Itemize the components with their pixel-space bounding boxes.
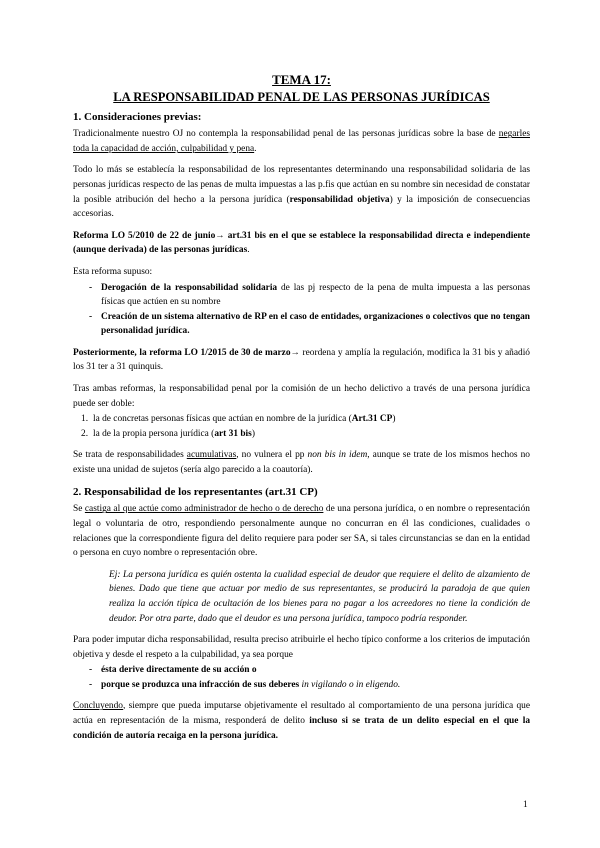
paragraph: Tradicionalmente nuestro OJ no contempla la responsabilidad penal de las personas jurídicas sobre la base de negarles toda la capacidad de acción, culpabilidad y pena. [73, 129, 530, 154]
list-item: - Creación de un sistema alternativo de RP en el caso de entidades, organizaciones o colectivos que no tengan personalidad jurídica. [73, 310, 530, 339]
document-title: LA RESPONSABILIDAD PENAL DE LAS PERSONAS JURÍDICAS [113, 89, 490, 104]
paragraph: Esta reforma supuso: [73, 266, 153, 277]
conclusion-paragraph: Concluyendo, siempre que pueda imputarse objetivamente el resultado al comportamiento de una persona jurídica que actúa en representación de la misma, responderá de delito incluso si se trata de un delito especial en el que la condición de autoría recaiga en la persona jurídica. [73, 701, 531, 741]
section-1-heading: 1. Consideraciones previas: [73, 111, 202, 124]
reform-2015-paragraph: Posteriormente, la reforma LO 1/2015 de 30 de marzo→ reordena y amplía la regulación, modifica la 31 bis y añadió los 31 ter a 31 quinquis. [73, 347, 530, 373]
list-item: 2. la de la propia persona jurídica (art 31 bis) [81, 428, 255, 439]
list-item: - Derogación de la responsabilidad solidaria de las pj respecto de la pena de multa impuesta a las personas físicas que actúen en su nombre [73, 281, 530, 310]
list-item: - porque se produzca una infracción de sus deberes in vigilando o in eligendo. [73, 678, 530, 693]
example-block: Ej: La persona jurídica es quién ostenta la cualidad especial de deudor que requiere el delito de alzamiento de bienes. Dado que tiene que actuar por medio de sus representantes, se producirá la paradoja de que quien realiza la acción típica de ocultación de los bienes para no pagar a los acreedores no tiene la condición de deudor. Por otra parte, dado que el deudor es una persona jurídica, tampoco podría responder. [109, 569, 530, 624]
document-page [73, 72, 530, 750]
list-item: 1. la de concretas personas físicas que actúan en nombre de la jurídica (Art.31 CP) [81, 414, 396, 425]
topic-number: TEMA 17: [272, 72, 331, 87]
dash-list [73, 281, 530, 339]
section-2-heading: 2. Responsabilidad de los representantes (art.31 CP) [73, 486, 318, 499]
paragraph: Se castiga al que actúe como administrador de hecho o de derecho de una persona jurídica, o en nombre o representación legal o voluntaria de otro, respondiendo personalmente aunque no concurran en él las condiciones, cualidades o relaciones que la correspondiente figura del delito requiere para poder ser SA, si tales circunstancias se dan en la entidad o persona en cuyo nombre o representación obre. [73, 504, 530, 559]
paragraph: Tras ambas reformas, la responsabilidad penal por la comisión de un hecho delictivo a través de una persona jurídica puede ser doble: [73, 383, 530, 409]
reform-2010-paragraph: Reforma LO 5/2010 de 22 de junio→ art.31 bis en el que se establece la responsabilidad directa e independiente (aunque derivada) de las personas jurídicas. [73, 230, 530, 256]
dash-list [73, 663, 530, 692]
paragraph: Se trata de responsabilidades acumulativas, no vulnera el pp non bis in idem, aunque se trate de los mismos hechos no existe una unidad de sujetos (sería algo parecido a la coautoría). [73, 450, 530, 475]
paragraph: Para poder imputar dicha responsabilidad, resulta preciso atribuirle el hecho típico conforme a los criterios de imputación objetiva y desde el respeto a la culpabilidad, ya sea porque [73, 635, 530, 660]
paragraph: Todo lo más se establecía la responsabilidad de los representantes determinando una responsabilidad solidaria de las personas jurídicas respecto de las penas de multa impuestas a las p.fis que actúan en su nombre sin necesidad de constatar la posible atribución del hecho a la persona jurídica (responsabilidad objetiva) y la imposición de consecuencias accesorias. [73, 165, 531, 220]
list-item: - ésta derive directamente de su acción o [73, 663, 530, 678]
numbered-list [73, 412, 530, 441]
page-number: 1 [523, 800, 528, 810]
